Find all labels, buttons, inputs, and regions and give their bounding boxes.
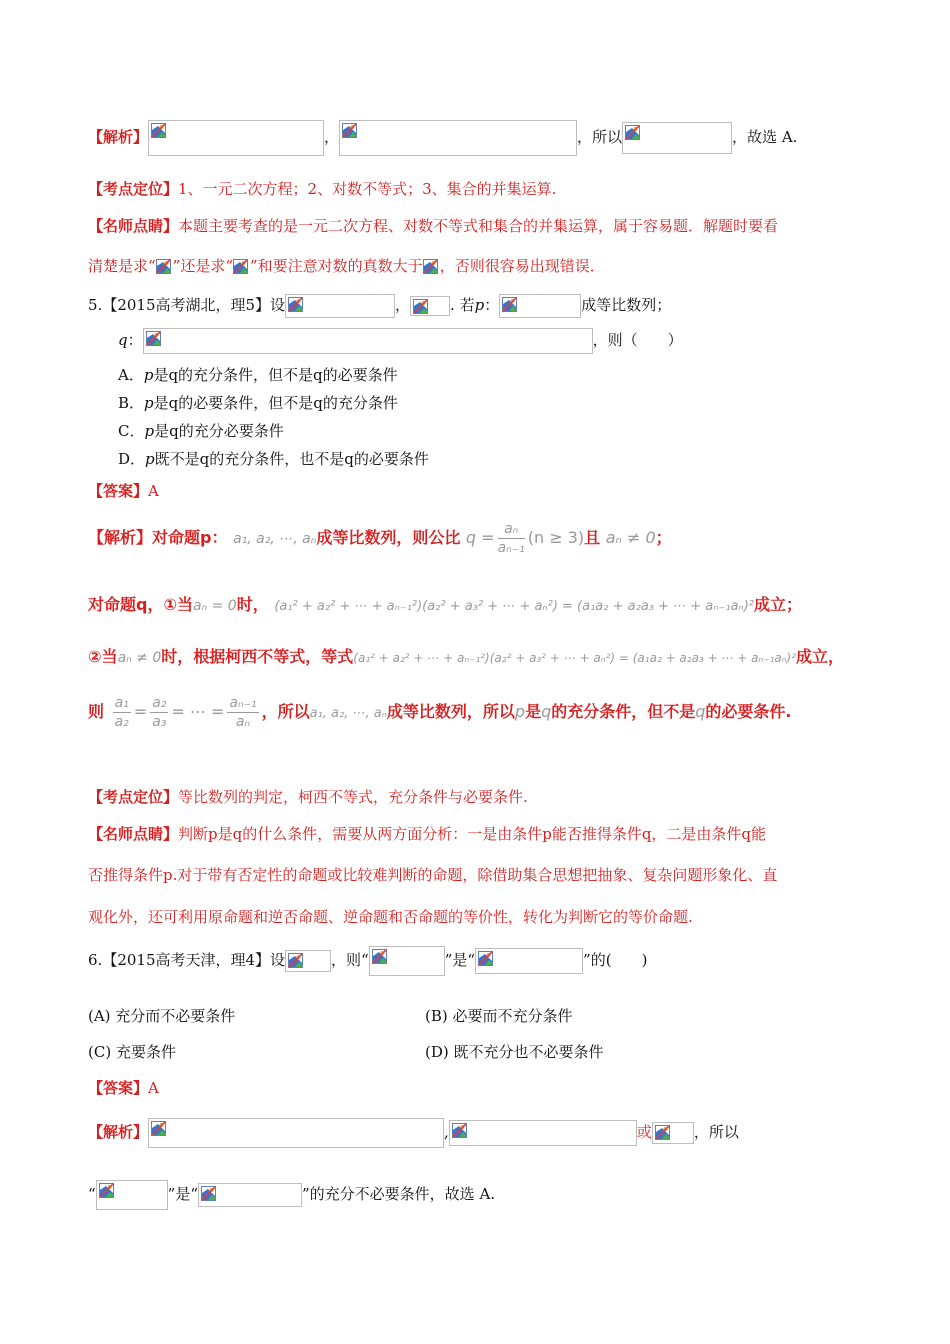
image-placeholder: [622, 122, 732, 154]
q5-stem-q: q： ，则（ ）: [118, 328, 683, 354]
broken-image-icon: [233, 259, 250, 276]
broken-image-icon: [655, 1125, 670, 1140]
q6-answer: 【答案】A: [88, 1079, 159, 1097]
image-placeholder: [410, 296, 450, 316]
q5-mingshi-line1: 【名师点睛】判断p是q的什么条件，需要从两方面分析：一是由条件p能否推得条件q，二是由条件q能: [88, 825, 767, 843]
solution-label: 【解析】: [88, 128, 149, 146]
image-placeholder: [369, 946, 445, 976]
broken-image-icon: [478, 951, 493, 966]
q5-mingshi-line3: 观化外，还可利用原命题和逆否命题、逆命题和否命题的等价性，转化为判断它的等价命题.: [88, 908, 693, 926]
q5-stem: 5.【2015高考湖北，理5】设 ， . 若p： 成等比数列；: [88, 294, 671, 318]
broken-image-icon: [502, 297, 517, 312]
broken-image-icon: [372, 949, 387, 964]
broken-image-icon: [413, 299, 428, 314]
q5-answer: 【答案】A: [88, 482, 159, 500]
broken-image-icon: [423, 259, 440, 276]
q6-solution-line1: 【解析】 , 或 ，所以: [88, 1118, 739, 1148]
q5-option-d: D．p既不是q的充分条件，也不是q的必要条件: [118, 450, 429, 468]
image-placeholder: [475, 948, 583, 974]
q5-solution-line4: 则 $\frac{\text{a₁}}{\text{a₂}}$ = $\frac{\text{a₂}}{\text{a₃}}$ = ⋯ = $\frac{\text{aₙ₋₁}}{\text{aₙ}}$ ，所以a₁, a₂, ⋯, aₙ成等比数列，所以p是q的充分条件，但不是q的必要条件.: [88, 695, 792, 730]
broken-image-icon: [342, 123, 357, 138]
image-placeholder: [285, 950, 331, 972]
q4-kaodian: 【考点定位】1、一元二次方程；2、对数不等式；3、集合的并集运算.: [88, 180, 557, 198]
image-placeholder: [652, 1122, 694, 1144]
broken-image-icon: [452, 1123, 467, 1138]
q5-option-b: B．p是q的必要条件，但不是q的充分条件: [118, 394, 398, 412]
image-placeholder: [96, 1180, 168, 1210]
image-placeholder: [285, 294, 395, 318]
q6-solution-line2: “ ”是“ ”的充分不必要条件，故选 A.: [88, 1180, 495, 1210]
image-placeholder: [148, 1118, 444, 1148]
broken-image-icon: [151, 1121, 166, 1136]
q6-option-d: (D) 既不充分也不必要条件: [425, 1043, 604, 1061]
broken-image-icon: [288, 297, 303, 312]
q6-option-b: (B) 必要而不充分条件: [425, 1007, 573, 1025]
broken-image-icon: [99, 1183, 114, 1198]
q5-solution-line1: 【解析】对命题p： a₁, a₂, ⋯, aₙ成等比数列，则公比 q = $\frac{\text{aₙ}}{\text{aₙ₋₁}}$ (n ≥ 3)且 aₙ ≠ 0；: [88, 521, 672, 556]
broken-image-icon: [201, 1186, 216, 1201]
q4-mingshi-line1: 【名师点睛】本题主要考查的是一元二次方程、对数不等式和集合的并集运算，属于容易题．解题时要看: [88, 217, 779, 235]
q4-mingshi-line2: 清楚是求“ ”还是求“ ”和要注意对数的真数大于 ，否则很容易出现错误．: [88, 257, 605, 275]
image-placeholder: [198, 1183, 302, 1207]
q4-solution-line: 【解析】 ， ，所以 ，故选 A.: [88, 120, 797, 156]
broken-image-icon: [625, 125, 640, 140]
broken-image-icon: [146, 331, 161, 346]
q5-solution-line2: 对命题q，①当aₙ = 0时， (a₁² + a₂² + ⋯ + aₙ₋₁²)(a₂² + a₃² + ⋯ + aₙ²) = (a₁a₂ + a₂a₃ + ⋯ + aₙ₋₁aₙ)²成立；: [88, 595, 802, 614]
broken-image-icon: [156, 259, 173, 276]
image-placeholder: [449, 1120, 637, 1146]
q5-option-c: C．p是q的充分必要条件: [118, 422, 284, 440]
q6-option-a: (A) 充分而不必要条件: [88, 1007, 236, 1025]
image-placeholder: [143, 328, 593, 354]
broken-image-icon: [288, 953, 303, 968]
q6-stem: 6.【2015高考天津，理4】设 ，则“ ”是“ ”的( ): [88, 946, 647, 976]
q6-option-c: (C) 充要条件: [88, 1043, 176, 1061]
q5-mingshi-line2: 否推得条件p.对于带有否定性的命题或比较难判断的命题，除借助集合思想把抽象、复杂问题形象化、直: [88, 866, 778, 884]
image-placeholder: [339, 120, 577, 156]
q5-solution-line3: ②当aₙ ≠ 0时，根据柯西不等式，等式(a₁² + a₂² + ⋯ + aₙ₋₁²)(a₂² + a₃² + ⋯ + aₙ²) = (a₁a₂ + a₂a₃ + ⋯ + aₙ₋₁aₙ)²成立，: [88, 647, 845, 666]
image-placeholder: [499, 294, 581, 318]
image-placeholder: [148, 120, 324, 156]
broken-image-icon: [151, 123, 166, 138]
q5-kaodian: 【考点定位】等比数列的判定，柯西不等式，充分条件与必要条件.: [88, 788, 528, 806]
q5-option-a: A．p是q的充分条件，但不是q的必要条件: [118, 366, 398, 384]
